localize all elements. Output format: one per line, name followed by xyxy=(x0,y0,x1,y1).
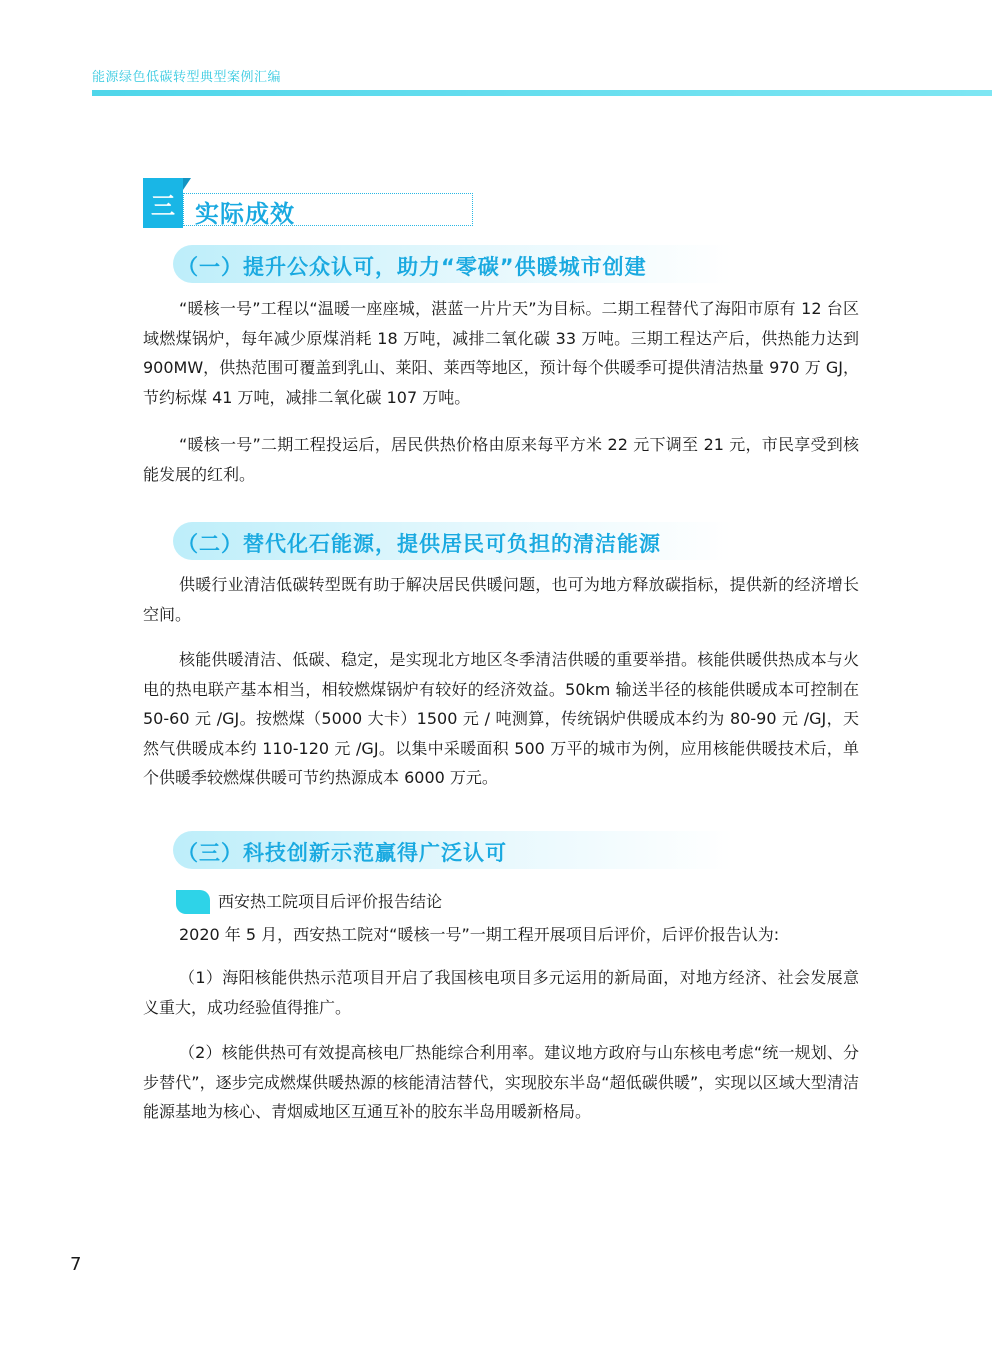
paragraph: 2020 年 5 月，西安热工院对“暖核一号”一期工程开展项目后评价，后评价报告认为: xyxy=(179,925,780,944)
paragraph: （1）海阳核能供热示范项目开启了我国核电项目多元运用的新局面，对地方经济、社会发展意义重大，成功经验值得推广。 xyxy=(143,968,859,1017)
subsection-header-2 xyxy=(173,522,733,560)
header-rule xyxy=(92,90,992,96)
paragraph: 供暖行业清洁低碳转型既有助于解决居民供暖问题，也可为地方释放碳指标，提供新的经济增长空间。 xyxy=(143,575,859,624)
paragraph: （2）核能供热可有效提高核电厂热能综合利用率。建议地方政府与山东核电考虑“统一规划、分步替代”，逐步完成燃煤供暖热源的核能清洁替代，实现胶东半岛“超低碳供暖”，实现以区域大型清洁能源基地为核心、青烟威地区互通互补的胶东半岛用暖新格局。 xyxy=(143,1043,859,1121)
section-title-text: 实际成效 xyxy=(195,200,295,228)
paragraph: “暖核一号”二期工程投运后，居民供热价格由原来每平方米 22 元下调至 21 元，市民享受到核能发展的红利。 xyxy=(143,435,859,484)
section-number: 三 xyxy=(143,178,183,228)
section-corner-decoration xyxy=(183,178,191,190)
bullet-tag-icon xyxy=(176,890,210,914)
section-title xyxy=(143,178,473,228)
subsection-title-3: （三）科技创新示范赢得广泛认可 xyxy=(177,841,507,865)
paragraph: 核能供暖清洁、低碳、稳定，是实现北方地区冬季清洁供暖的重要举措。核能供暖供热成本与火电的热电联产基本相当，相较燃煤锅炉有较好的经济效益。50km 输送半径的核能供暖成本可控制在 50-60 元 /GJ。按燃煤（5000 大卡）1500 元 / 吨测算，传统锅炉供暖成本约为 80-90 元 /GJ，天然气供暖成本约 110-120 元 /GJ。以集中采暖面积 500 万平的城市为例，应用核能供暖技术后，单个供暖季较燃煤供暖可节约热源成本 6000 万元。 xyxy=(143,650,859,787)
subsection-header-1 xyxy=(173,245,733,283)
running-header: 能源绿色低碳转型典型案例汇编 xyxy=(92,70,282,85)
subsection-title-1: （一）提升公众认可，助力“零碳”供暖城市创建 xyxy=(177,255,647,279)
subsection-header-3 xyxy=(173,831,733,869)
page-number: 7 xyxy=(70,1254,82,1275)
subsection-title-2: （二）替代化石能源，提供居民可负担的清洁能源 xyxy=(177,532,661,556)
bullet-label: 西安热工院项目后评价报告结论 xyxy=(218,892,443,911)
paragraph: “暖核一号”工程以“温暖一座座城，湛蓝一片片天”为目标。二期工程替代了海阳市原有 12 台区域燃煤锅炉，每年减少原煤消耗 18 万吨，减排二氧化碳 33 万吨。三期工程达产后，供热能力达到 900MW，供热范围可覆盖到乳山、莱阳、莱西等地区，预计每个供暖季可提供清洁热量 970 万 GJ，节约标煤 41 万吨，减排二氧化碳 107 万吨。 xyxy=(143,299,859,407)
